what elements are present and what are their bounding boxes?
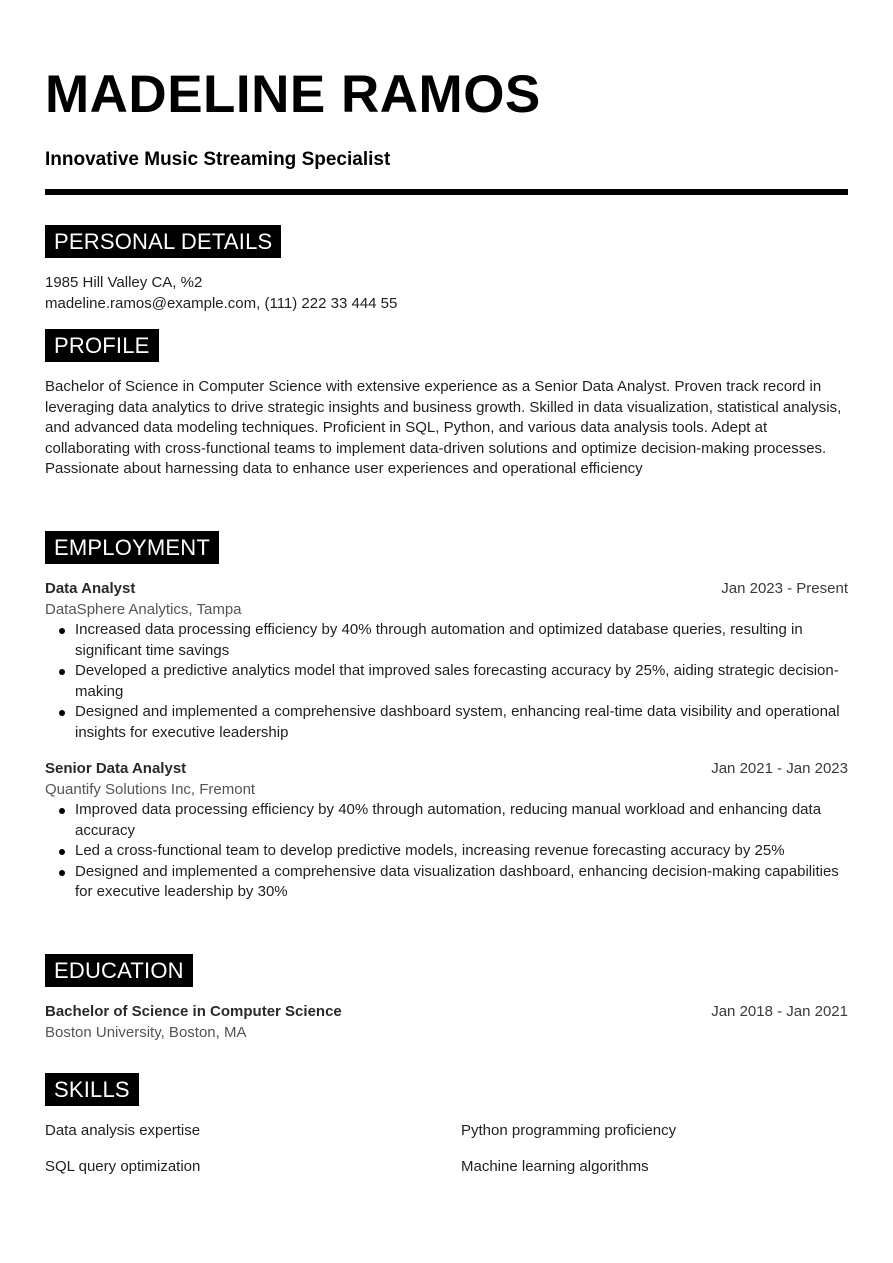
job-bullet: Improved data processing efficiency by 40% through automation, reducing manual workload and enhancing data accuracy — [75, 800, 848, 841]
section-heading-profile: PROFILE — [45, 329, 159, 362]
job-bullet: Increased data processing efficiency by 40% through automation and optimized database queries, resulting in significant time savings — [75, 620, 848, 661]
skill-item: Machine learning algorithms — [461, 1158, 649, 1175]
skill-item: Data analysis expertise — [45, 1122, 201, 1139]
skill-item: Python programming proficiency — [461, 1122, 677, 1139]
job-dates: Jan 2021 - Jan 2023 — [711, 760, 848, 777]
job-title: Senior Data Analyst — [45, 760, 187, 777]
contact-text: madeline.ramos@example.com, (111) 222 33 444 55 — [45, 294, 398, 312]
job-bullets — [75, 800, 848, 903]
job-bullet: Led a cross-functional team to develop predictive models, increasing revenue forecasting accuracy by 25% — [75, 841, 848, 862]
profile-summary: Bachelor of Science in Computer Science with extensive experience as a Senior Data Analyst. Proven track record in leveraging data analytics to drive strategic insights and business growth. Skilled in data visualization, statistical analysis, and advanced data modeling techniques. Proficient in SQL, Python, and various data analysis tools. Adept at collaborating with cross-functional teams to implement data-driven solutions and optimize decision-making processes. Passionate about harnessing data to enhance user experiences and operational efficiency — [45, 378, 842, 478]
job-bullets — [75, 620, 848, 744]
section-heading-personal-details: PERSONAL DETAILS — [45, 225, 281, 258]
job-dates: Jan 2023 - Present — [721, 580, 848, 597]
school-name: Boston University, Boston, MA — [45, 1023, 247, 1041]
section-heading-education: EDUCATION — [45, 954, 193, 987]
job-bullet: Developed a predictive analytics model that improved sales forecasting accuracy by 25%, aiding strategic decision-making — [75, 661, 848, 702]
section-heading-skills: SKILLS — [45, 1073, 139, 1106]
job-bullet: Designed and implemented a comprehensive data visualization dashboard, enhancing decision-making capabilities for executive leadership by 30% — [75, 862, 848, 903]
candidate-headline: Innovative Music Streaming Specialist — [45, 149, 391, 170]
section-heading-employment: EMPLOYMENT — [45, 531, 219, 564]
skill-item: SQL query optimization — [45, 1158, 201, 1175]
job-bullet: Designed and implemented a comprehensive dashboard system, enhancing real-time data visibility and operational insights for executive leadership — [75, 702, 848, 743]
address-text: 1985 Hill Valley CA, %2 — [45, 274, 203, 291]
header-divider — [45, 189, 848, 195]
candidate-name: MADELINE RAMOS — [45, 65, 541, 124]
job-title: Data Analyst — [45, 580, 136, 597]
job-company: Quantify Solutions Inc, Fremont — [45, 780, 256, 798]
education-dates: Jan 2018 - Jan 2021 — [711, 1003, 848, 1020]
degree-title: Bachelor of Science in Computer Science — [45, 1003, 342, 1020]
job-company: DataSphere Analytics, Tampa — [45, 600, 242, 618]
